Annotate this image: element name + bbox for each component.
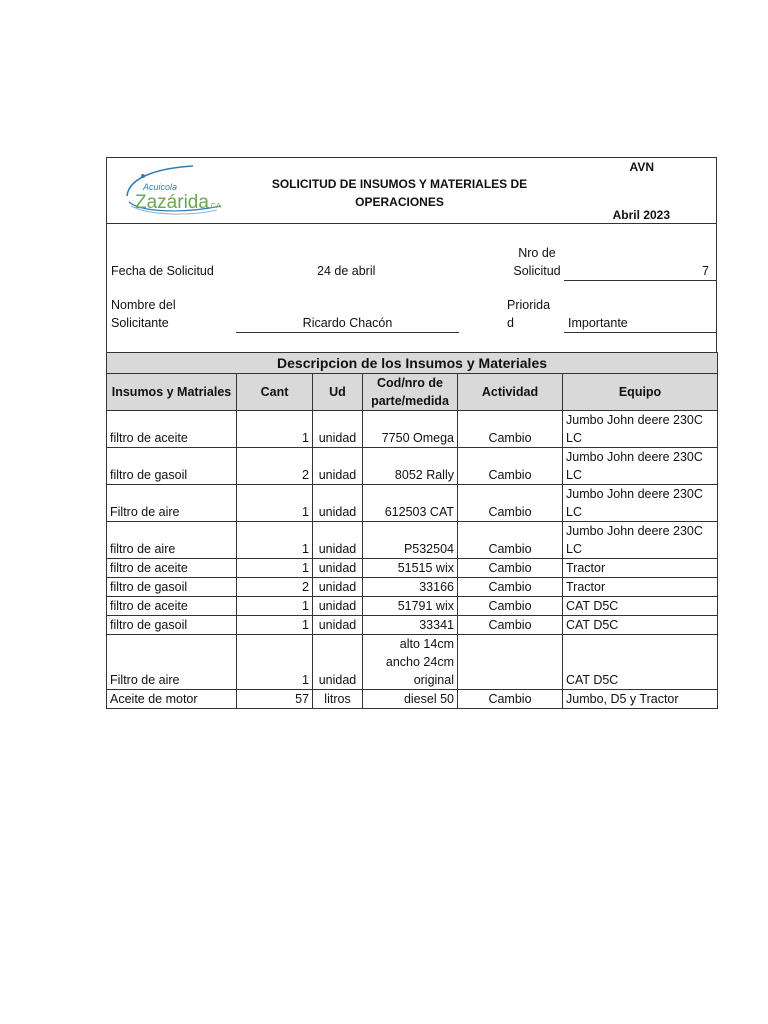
form-code: AVN <box>629 160 654 174</box>
nro-label: Nro de Solicitud <box>513 246 561 278</box>
form-title-line2: OPERACIONES <box>355 195 444 209</box>
cell-actividad <box>458 635 563 690</box>
cell-equipo: CAT D5C <box>563 635 718 690</box>
form-date: Abril 2023 <box>612 208 670 222</box>
table-row <box>107 522 718 559</box>
cell-cant: 57 <box>237 690 313 709</box>
section-title: Descripcion de los Insumos y Materiales <box>107 353 718 374</box>
cell-cod: 51791 wix <box>363 597 458 616</box>
cell-item: filtro de gasoil <box>107 448 237 485</box>
svg-text:Acuicola: Acuicola <box>143 182 178 192</box>
cell-cod: 8052 Rally <box>363 448 458 485</box>
table-row <box>107 690 718 709</box>
cell-cod: 33341 <box>363 616 458 635</box>
table-row <box>107 616 718 635</box>
fecha-value: 24 de abril <box>317 264 376 278</box>
fecha-label: Fecha de Solicitud <box>111 264 214 278</box>
col-header-equipo: Equipo <box>563 374 718 411</box>
cell-ud: unidad <box>313 411 363 448</box>
nombre-label: Nombre del Solicitante <box>111 298 176 330</box>
column-header-row <box>107 374 718 411</box>
col-header-cant: Cant <box>237 374 313 411</box>
cell-ud: unidad <box>313 578 363 597</box>
svg-text:Zazárida: Zazárida <box>135 192 209 213</box>
cell-actividad: Cambio <box>458 690 563 709</box>
table-row <box>107 635 718 690</box>
cell-equipo: Tractor <box>563 578 718 597</box>
table-row <box>107 578 718 597</box>
cell-equipo: Jumbo John deere 230C LC <box>563 448 718 485</box>
cell-equipo: Jumbo John deere 230C LC <box>563 411 718 448</box>
cell-equipo: Jumbo John deere 230C LC <box>563 485 718 522</box>
col-header-cod: Cod/nro de parte/medida <box>363 374 458 411</box>
prioridad-value: Importante <box>568 316 628 330</box>
cell-cod: 33166 <box>363 578 458 597</box>
cell-cant: 1 <box>237 635 313 690</box>
nombre-value: Ricardo Chacón <box>302 316 393 330</box>
materials-table <box>106 352 718 709</box>
cell-item: filtro de aceite <box>107 597 237 616</box>
cell-cant: 1 <box>237 616 313 635</box>
cell-actividad: Cambio <box>458 616 563 635</box>
cell-cod: 51515 wix <box>363 559 458 578</box>
table-row <box>107 559 718 578</box>
logo-swoosh-icon <box>121 162 231 218</box>
form-title <box>267 175 532 211</box>
cell-ud: unidad <box>313 485 363 522</box>
request-meta <box>106 224 717 352</box>
company-logo <box>121 162 231 218</box>
nro-value: 7 <box>702 264 709 278</box>
cell-actividad: Cambio <box>458 597 563 616</box>
cell-cod: alto 14cm ancho 24cm original <box>363 635 458 690</box>
prioridad-label: Priorida d <box>507 298 551 330</box>
cell-cod: P532504 <box>363 522 458 559</box>
cell-cant: 2 <box>237 448 313 485</box>
cell-equipo: Jumbo John deere 230C LC <box>563 522 718 559</box>
request-form <box>106 157 717 709</box>
col-header-insumos: Insumos y Matriales <box>107 374 237 411</box>
cell-item: filtro de aceite <box>107 559 237 578</box>
cell-item: filtro de aceite <box>107 411 237 448</box>
cell-cant: 1 <box>237 559 313 578</box>
cell-ud: unidad <box>313 559 363 578</box>
cell-cant: 1 <box>237 522 313 559</box>
cell-equipo: Jumbo, D5 y Tractor <box>563 690 718 709</box>
cell-ud: unidad <box>313 522 363 559</box>
cell-cod: diesel 50 <box>363 690 458 709</box>
cell-equipo: Tractor <box>563 559 718 578</box>
table-row <box>107 411 718 448</box>
cell-actividad: Cambio <box>458 522 563 559</box>
table-row <box>107 448 718 485</box>
form-header <box>106 157 717 224</box>
cell-item: filtro de gasoil <box>107 616 237 635</box>
svg-text:, CA: , CA <box>207 203 221 210</box>
cell-ud: unidad <box>313 616 363 635</box>
cell-actividad: Cambio <box>458 578 563 597</box>
col-header-actividad: Actividad <box>458 374 563 411</box>
cell-item: Aceite de motor <box>107 690 237 709</box>
cell-actividad: Cambio <box>458 448 563 485</box>
nro-underline <box>564 280 716 281</box>
cell-actividad: Cambio <box>458 485 563 522</box>
cell-equipo: CAT D5C <box>563 597 718 616</box>
table-row <box>107 485 718 522</box>
cell-cod: 612503 CAT <box>363 485 458 522</box>
nombre-underline <box>236 332 459 333</box>
cell-item: filtro de gasoil <box>107 578 237 597</box>
cell-ud: unidad <box>313 597 363 616</box>
cell-ud: litros <box>313 690 363 709</box>
cell-cant: 2 <box>237 578 313 597</box>
table-row <box>107 597 718 616</box>
cell-ud: unidad <box>313 448 363 485</box>
cell-cant: 1 <box>237 597 313 616</box>
cell-cant: 1 <box>237 411 313 448</box>
cell-actividad: Cambio <box>458 411 563 448</box>
cell-actividad: Cambio <box>458 559 563 578</box>
cell-item: Filtro de aire <box>107 635 237 690</box>
form-title-line1: SOLICITUD DE INSUMOS Y MATERIALES DE <box>271 177 528 191</box>
cell-item: filtro de aire <box>107 522 237 559</box>
prioridad-underline <box>564 332 716 333</box>
cell-item: Filtro de aire <box>107 485 237 522</box>
cell-cant: 1 <box>237 485 313 522</box>
cell-cod: 7750 Omega <box>363 411 458 448</box>
cell-equipo: CAT D5C <box>563 616 718 635</box>
cell-ud: unidad <box>313 635 363 690</box>
col-header-ud: Ud <box>313 374 363 411</box>
